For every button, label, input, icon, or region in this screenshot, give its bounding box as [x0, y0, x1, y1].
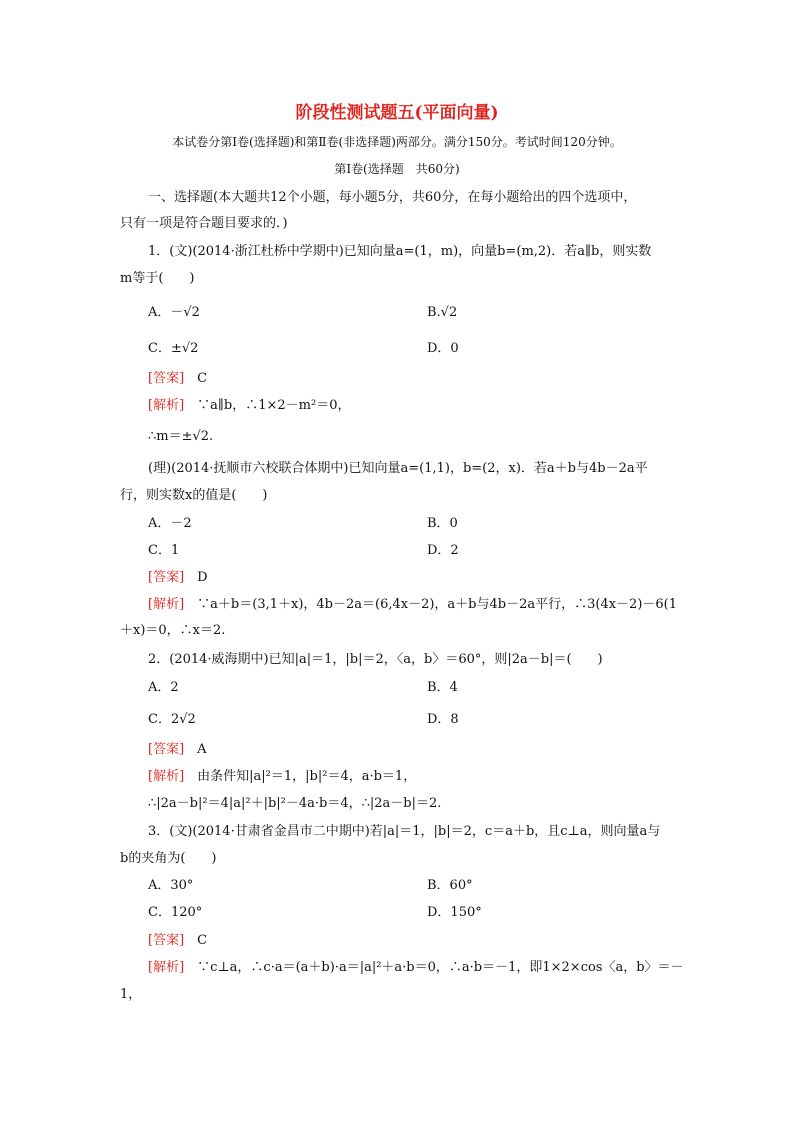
q3-stem-line-2: b的夹角为( ): [120, 851, 217, 866]
q1-answer: C: [197, 371, 208, 386]
q3-option-b: B．60°: [427, 878, 473, 893]
q1-stem-line-2: m等于( ): [120, 271, 195, 286]
q1b-option-a: A．－2: [148, 516, 192, 531]
q3-answer: C: [197, 933, 208, 948]
q3-option-a: A．30°: [148, 878, 194, 893]
q1b-stem-line-1: (理)(2014·抚顺市六校联合体期中)已知向量a=(1,1)，b=(2，x)．若a＋b与4b－2a平: [148, 461, 648, 476]
answer-tag: [答案]: [148, 570, 185, 585]
q1b-option-d: D．2: [427, 543, 459, 558]
q1-option-b: B.√2: [427, 305, 458, 320]
q1-stem-line-1: 1．(文)(2014·浙江杜桥中学期中)已知向量a=(1，m)，向量b=(m,2)．若a∥b，则实数: [148, 244, 652, 259]
q1b-stem-line-2: 行，则实数x的值是( ): [120, 488, 268, 503]
analysis-tag: [解析]: [148, 597, 185, 612]
q1b-analysis-line-1: ∵a＋b＝(3,1＋x)，4b－2a＝(6,4x－2)，a＋b与4b－2a平行，∴3(4x－2)－6(1: [197, 597, 678, 612]
q1-analysis-line-2: ∴m＝±√2.: [148, 429, 214, 444]
analysis-tag: [解析]: [148, 398, 185, 413]
q3-analysis-line-2: 1，: [120, 987, 142, 1002]
q1b-option-b: B．0: [427, 516, 458, 531]
answer-tag: [答案]: [148, 933, 185, 948]
q2-analysis-line-1: 由条件知|a|²＝1，|b|²＝4，a·b＝1，: [197, 769, 417, 784]
q3-analysis-row: [148, 959, 684, 977]
q2-option-c: C．2√2: [148, 712, 196, 727]
q1b-analysis-row: [148, 596, 677, 614]
q1b-option-c: C．1: [148, 543, 180, 558]
q2-answer-row: [148, 741, 207, 759]
q1b-answer: D: [197, 570, 208, 585]
answer-tag: [答案]: [148, 371, 185, 386]
section-header: 第Ⅰ卷(选择题 共60分): [334, 162, 460, 176]
q2-answer: A: [197, 742, 207, 757]
q3-answer-row: [148, 932, 207, 950]
answer-tag: [答案]: [148, 742, 185, 757]
q1b-answer-row: [148, 569, 208, 587]
analysis-tag: [解析]: [148, 769, 185, 784]
q3-option-c: C．120°: [148, 905, 203, 920]
q2-analysis-row: [148, 768, 416, 786]
q2-option-d: D．8: [427, 712, 459, 727]
q1-option-a: A．－√2: [148, 305, 200, 320]
q2-option-b: B．4: [427, 680, 458, 695]
q3-stem-line-1: 3．(文)(2014·甘肃省金昌市二中期中)若|a|＝1，|b|＝2，c＝a＋b，且c⊥a，则向量a与: [148, 824, 661, 839]
q2-analysis-line-2: ∴|2a－b|²＝4|a|²＋|b|²－4a·b＝4，∴|2a－b|＝2.: [148, 796, 442, 811]
q1-analysis-row: [148, 397, 351, 415]
q1-answer-row: [148, 370, 207, 388]
q1-option-d: D．0: [427, 341, 459, 356]
q2-stem-line-1: 2．(2014·威海期中)已知|a|＝1，|b|＝2，〈a，b〉＝60°，则|2a－b|＝( ): [148, 652, 603, 667]
analysis-tag: [解析]: [148, 960, 185, 975]
exam-intro: 本试卷分第Ⅰ卷(选择题)和第Ⅱ卷(非选择题)两部分。满分150分。考试时间120分钟。: [172, 135, 622, 149]
q3-option-d: D．150°: [427, 905, 482, 920]
q3-analysis-line-1: ∵c⊥a，∴c·a＝(a＋b)·a＝|a|²＋a·b＝0，∴a·b＝－1，即1×2×cos〈a，b〉＝－: [197, 960, 684, 975]
q1-analysis-line-1: ∵a∥b，∴1×2－m²＝0，: [197, 398, 351, 413]
q1b-analysis-line-2: ＋x)＝0，∴x＝2.: [120, 623, 226, 638]
q1-option-c: C．±√2: [148, 341, 199, 356]
instructions-line-2: 只有一项是符合题目要求的．): [120, 216, 288, 231]
page-title: 阶段性测试题五(平面向量): [295, 103, 499, 123]
q2-option-a: A．2: [148, 680, 179, 695]
instructions-line-1: 一、选择题(本大题共12个小题，每小题5分，共60分，在每小题给出的四个选项中，: [148, 190, 637, 205]
